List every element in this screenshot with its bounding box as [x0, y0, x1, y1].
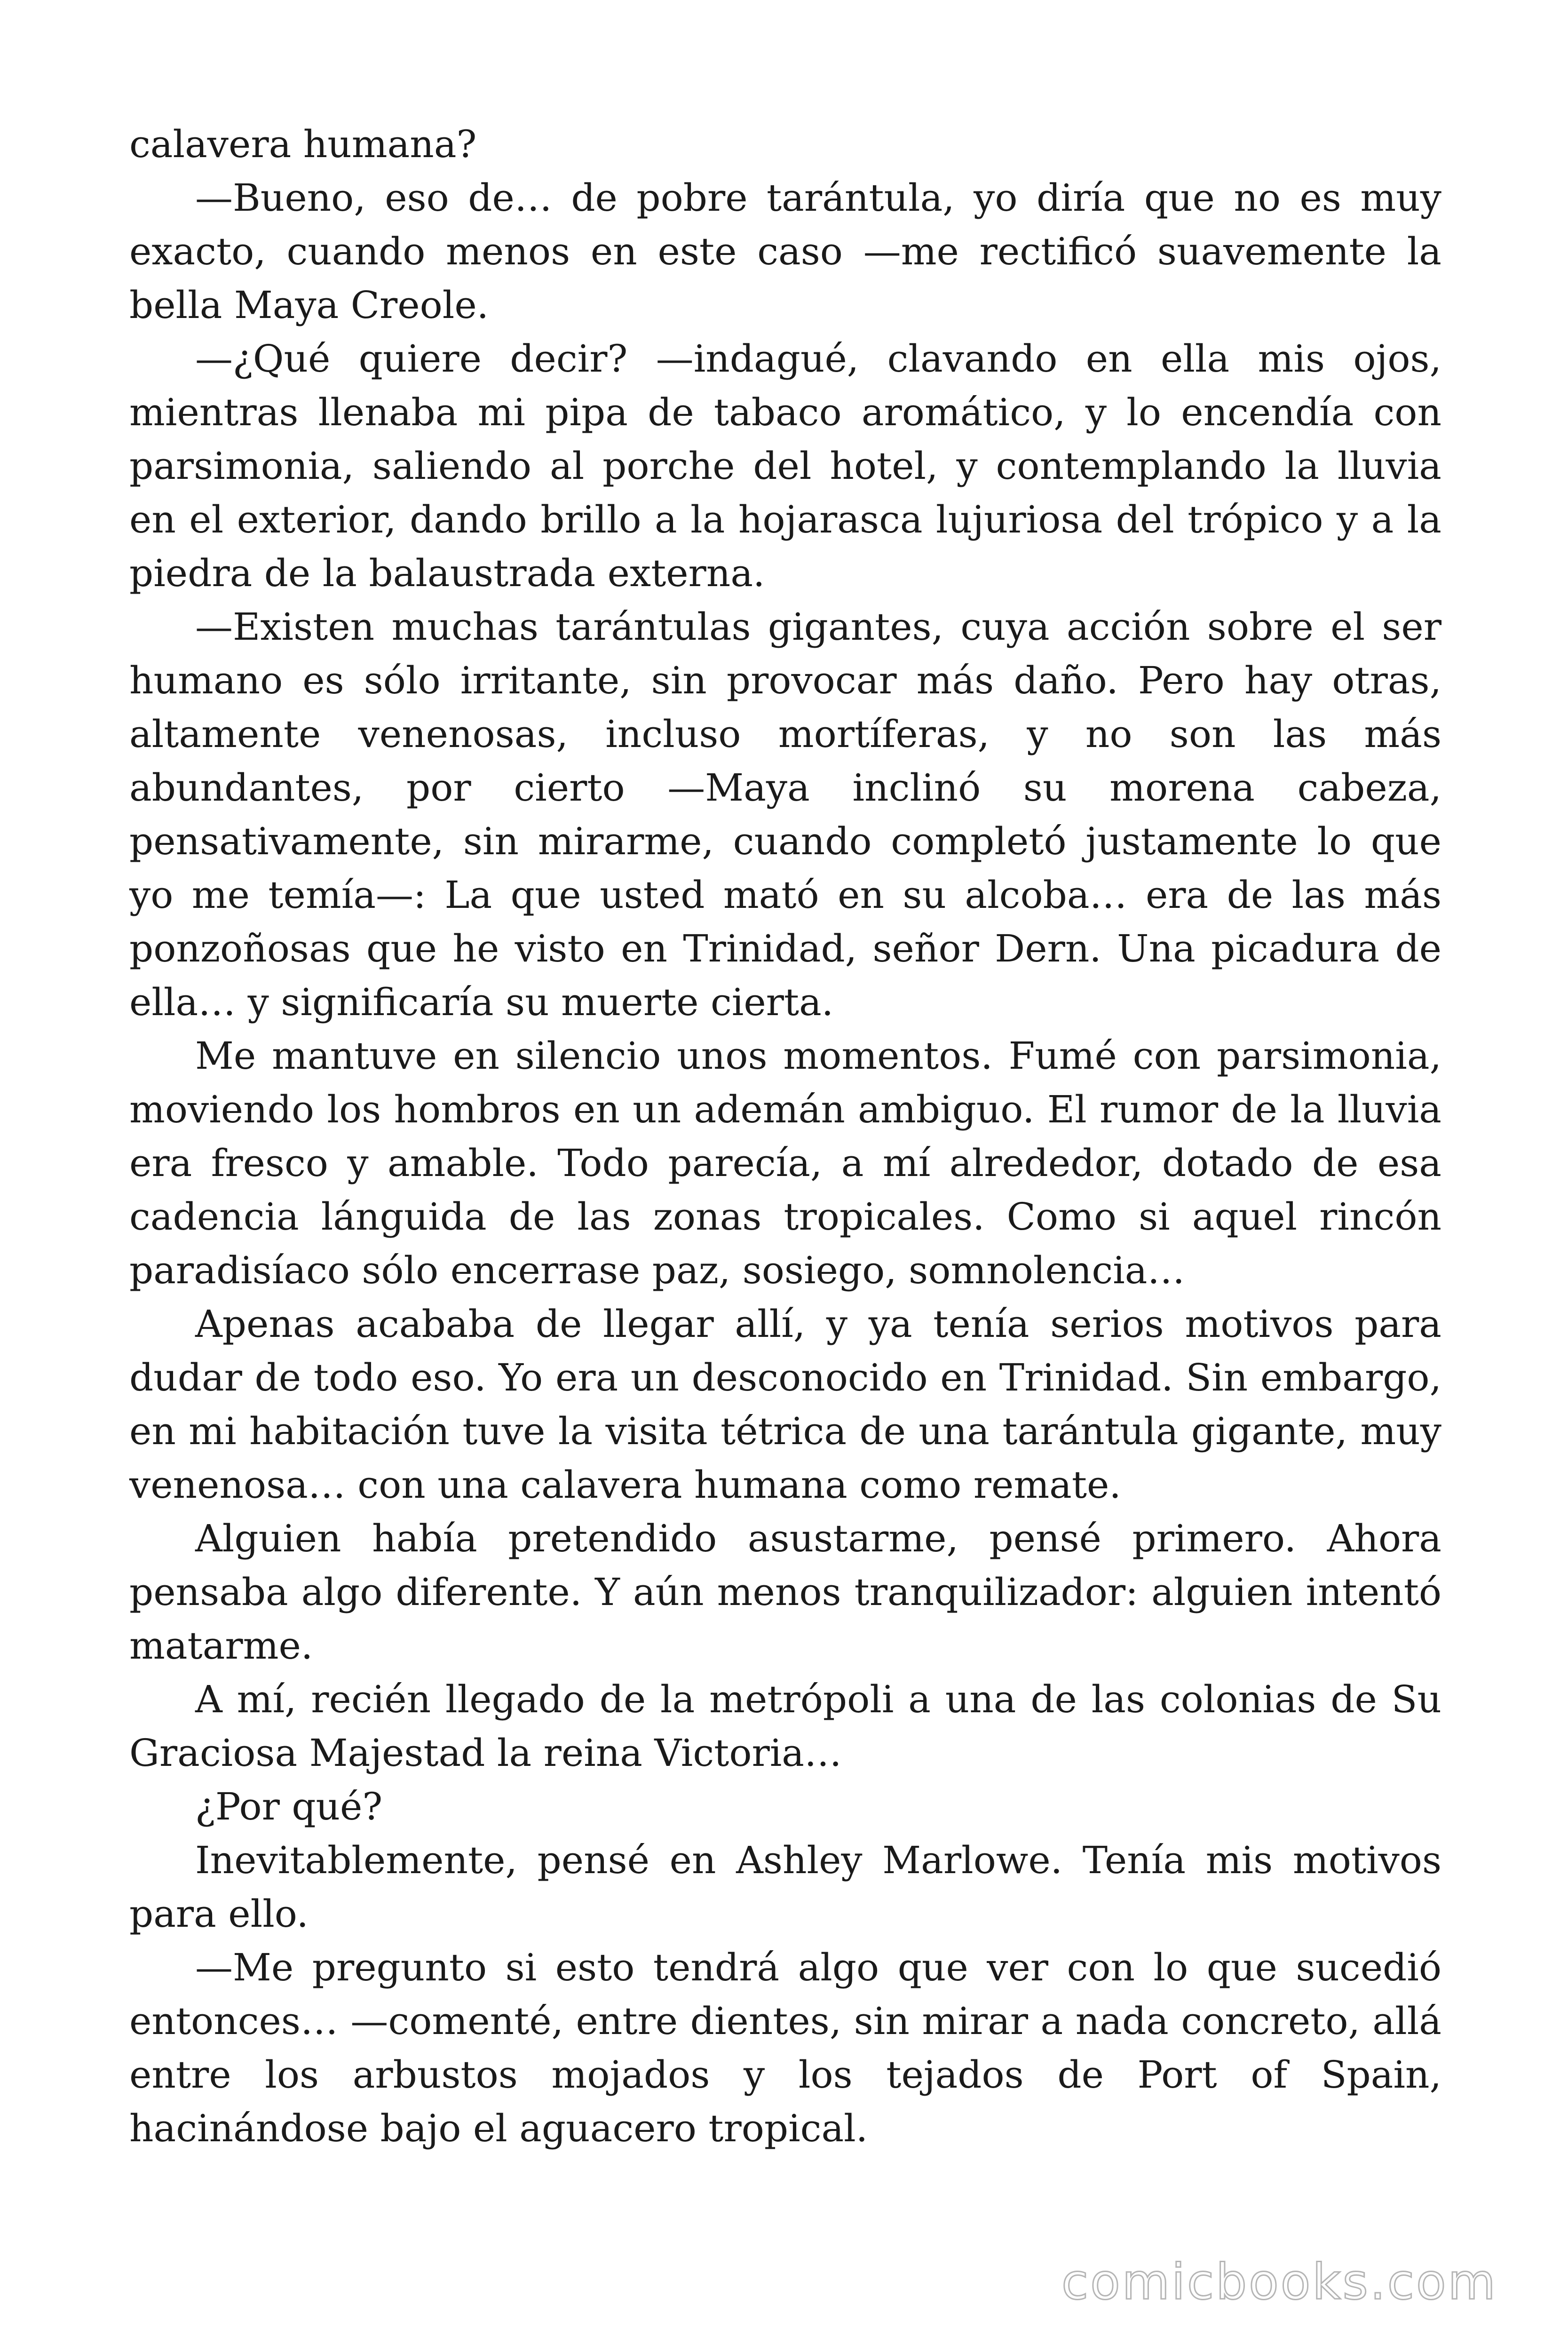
- paragraph: Alguien había pretendido asustarme, pensé primero. Ahora pensaba algo diferente. Y aún menos tranquilizador: alguien intentó matarme.: [129, 1517, 1441, 1668]
- paragraph: ¿Por qué?: [195, 1785, 383, 1828]
- paragraph: Inevitablemente, pensé en Ashley Marlowe. Tenía mis motivos para ello.: [129, 1838, 1441, 1936]
- paragraph: —¿Qué quiere decir? —indagué, clavando en ella mis ojos, mientras llenaba mi pipa de tabaco aromático, y lo encendía con parsimonia, saliendo al porche del hotel, y contemplando la lluvia en el exterior, dando brillo a la hojarasca lujuriosa del trópico y a la piedra de la balaustrada externa.: [129, 337, 1441, 595]
- paragraph: Me mantuve en silencio unos momentos. Fumé con parsimonia, moviendo los hombros en un ademán ambiguo. El rumor de la lluvia era fresco y amable. Todo parecía, a mí alrededor, dotado de esa cadencia lánguida de las zonas tropicales. Como si aquel rincón paradisíaco sólo encerrase paz, sosiego, somnolencia…: [129, 1034, 1441, 1292]
- paragraph: —Existen muchas tarántulas gigantes, cuya acción sobre el ser humano es sólo irritante, sin provocar más daño. Pero hay otras, altamente venenosas, incluso mortíferas, y no son las más abundantes, por cierto —Maya inclinó su morena cabeza, pensativamente, sin mirarme, cuando completó justamente lo que yo me temía—: La que usted mató en su alcoba… era de las más ponzoñosas que he visto en Trinidad, señor Dern. Una picadura de ella… y significaría su muerte cierta.: [129, 605, 1441, 1024]
- paragraph: Apenas acababa de llegar allí, y ya tenía serios motivos para dudar de todo eso. Yo era un desconocido en Trinidad. Sin embargo, en mi habitación tuve la visita tétrica de una tarántula gigante, muy venenosa… con una calavera humana como remate.: [129, 1302, 1441, 1507]
- paragraph: A mí, recién llegado de la metrópoli a una de las colonias de Su Graciosa Majestad la reina Victoria…: [129, 1677, 1441, 1775]
- paragraph: calavera humana?: [129, 122, 477, 166]
- watermark: comicbooks.com: [1061, 2253, 1497, 2311]
- paragraph: —Bueno, eso de… de pobre tarántula, yo diría que no es muy exacto, cuando menos en este caso —me rectificó suavemente la bella Maya Creole.: [129, 176, 1441, 327]
- page-body: [129, 118, 1441, 2155]
- paragraph: —Me pregunto si esto tendrá algo que ver con lo que sucedió entonces… —comenté, entre dientes, sin mirar a nada concreto, allá entre los arbustos mojados y los tejados de Port of Spain, hacinándose bajo el aguacero tropical.: [129, 1946, 1441, 2150]
